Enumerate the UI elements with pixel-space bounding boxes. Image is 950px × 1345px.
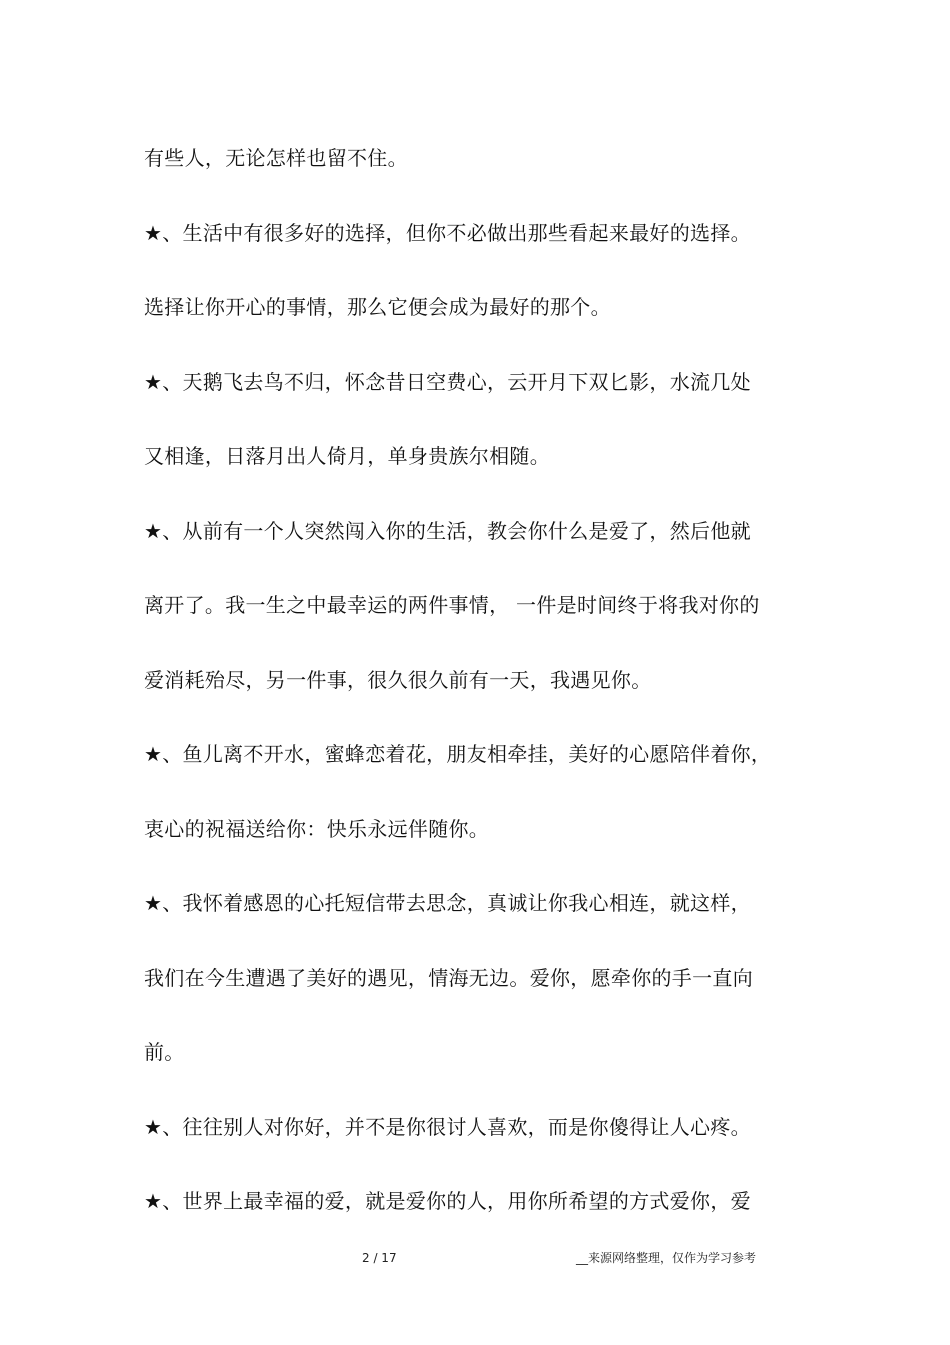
source-note: __来源网络整理，仅作为学习参考 [576, 1251, 757, 1265]
text-line: 爱消耗殆尽，另一件事，很久很久前有一天，我遇见你。 [144, 667, 652, 692]
text-line: ★、往往别人对你好，并不是你很讨人喜欢，而是你傻得让人心疼。 [144, 1114, 751, 1139]
text-line: 衷心的祝福送给你：快乐永远伴随你。 [144, 816, 490, 841]
text-line: 选择让你开心的事情，那么它便会成为最好的那个。 [144, 295, 611, 319]
text-line: ★、从前有一个人突然闯入你的生活，教会你什么是爱了，然后他就 [144, 518, 751, 543]
text-line: 又相逢，日落月出人倚月，单身贵族尔相随。 [144, 444, 550, 468]
text-line: 我们在今生遭遇了美好的遇见，情海无边。爱你，愿牵你的手一直向 [144, 965, 753, 990]
text-line: ★、天鹅飞去鸟不归，怀念昔日空费心，云开月下双匕影，水流几处 [144, 369, 751, 394]
page-number: 2 / 17 [362, 1251, 397, 1265]
text-line: ★、我怀着感恩的心托短信带去思念，真诚让你我心相连，就这样， [144, 891, 751, 915]
text-line: ★、鱼儿离不开水，蜜蜂恋着花，朋友相牵挂，美好的心愿陪伴着你， [144, 742, 772, 766]
page-footer [0, 1248, 950, 1272]
text-line: 有些人，无论怎样也留不住。 [144, 146, 408, 170]
text-line: 离开了。我一生之中最幸运的两件事情， 一件是时间终于将我对你的 [144, 593, 760, 617]
document-body [144, 138, 824, 1256]
text-line: ★、世界上最幸福的爱，就是爱你的人，用你所希望的方式爱你，爱 [144, 1189, 751, 1213]
text-line: ★、生活中有很多好的选择，但你不必做出那些看起来最好的选择。 [144, 220, 751, 245]
text-line: 前。 [144, 1040, 185, 1064]
